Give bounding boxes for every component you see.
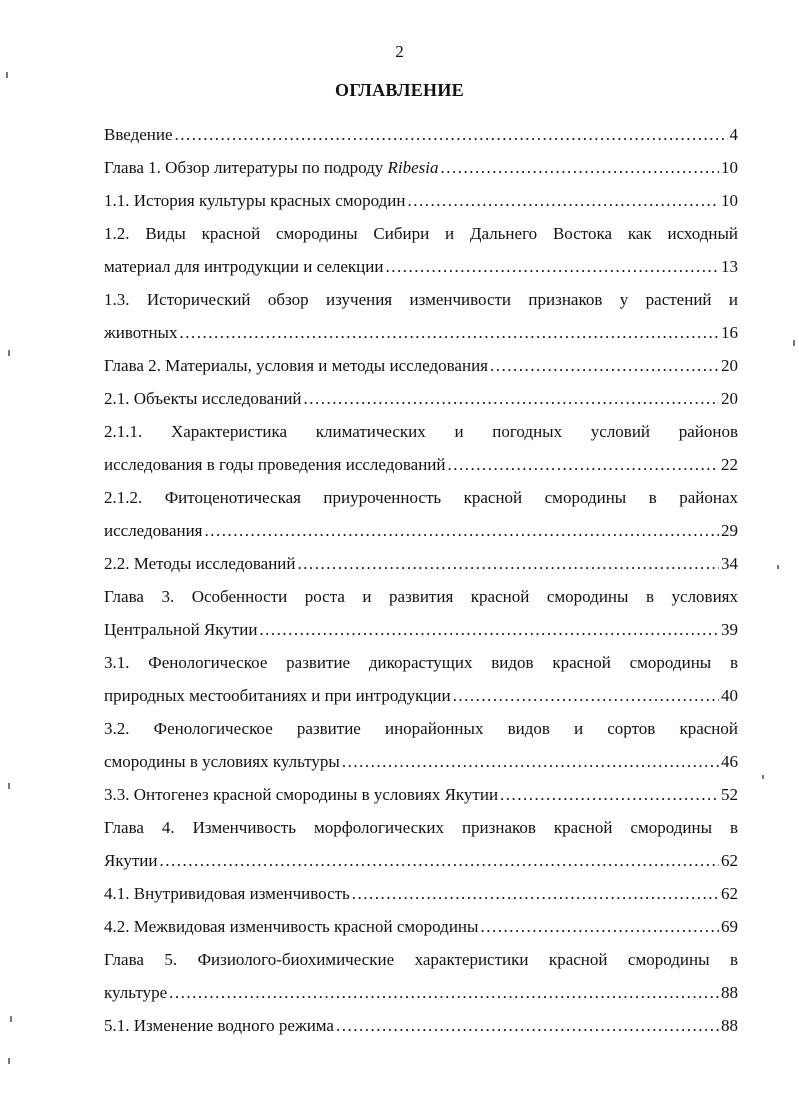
toc-page-number: 20	[721, 356, 738, 375]
dot-leader	[205, 514, 719, 547]
toc-entry-text: Глава 2. Материалы, условия и методы исследования	[104, 356, 488, 375]
toc-entry-text: 2.2. Методы исследований	[104, 554, 296, 573]
toc-page-number: 13	[721, 257, 738, 276]
dot-leader	[407, 184, 719, 217]
toc-entry-text-line1: Глава 5. Физиолого-биохимические характеристики красной смородины в	[104, 950, 738, 969]
toc-entry-text-line1: Глава 4. Изменчивость морфологических признаков красной смородины в	[104, 818, 738, 837]
dot-leader	[259, 613, 719, 646]
toc-entry-3-3[interactable]	[104, 778, 738, 811]
table-of-contents	[104, 118, 738, 1042]
toc-entry-2-1-2[interactable]	[104, 481, 738, 547]
scan-speck	[762, 775, 764, 779]
dot-leader	[352, 877, 719, 910]
toc-page-number: 62	[721, 884, 738, 903]
toc-page-number: 69	[721, 917, 738, 936]
toc-page-number: 52	[721, 785, 738, 804]
genus-name: Ribesia	[387, 158, 439, 177]
dot-leader	[175, 118, 728, 151]
dot-leader	[169, 976, 719, 1009]
toc-entry-chapter-4[interactable]	[104, 811, 738, 877]
dot-leader	[480, 910, 719, 943]
toc-entry-text-line1: 2.1.2. Фитоценотическая приуроченность красной смородины в районах	[104, 488, 738, 507]
dot-leader	[448, 448, 719, 481]
toc-page-number: 4	[729, 125, 738, 144]
toc-entry-4-1[interactable]	[104, 877, 738, 910]
toc-page-number: 10	[721, 191, 738, 210]
dot-leader	[342, 745, 719, 778]
scan-speck	[777, 565, 779, 569]
toc-entry-text: материал для интродукции и селекции	[104, 257, 384, 276]
toc-entry-2-1-1[interactable]	[104, 415, 738, 481]
toc-page-number: 22	[721, 455, 738, 474]
dot-leader	[159, 844, 719, 877]
toc-entry-text-line1: 3.2. Фенологическое развитие инорайонных видов и сортов красной	[104, 719, 738, 738]
dot-leader	[441, 151, 719, 184]
toc-entry-text: 4.2. Межвидовая изменчивость красной смородины	[104, 917, 479, 936]
toc-page-number: 16	[721, 323, 738, 342]
toc-entry-5-1[interactable]	[104, 1009, 738, 1042]
dot-leader	[453, 679, 719, 712]
toc-entry-text: 1.1. История культуры красных смородин	[104, 191, 406, 210]
toc-page-number: 34	[721, 554, 738, 573]
toc-entry-1-2[interactable]	[104, 217, 738, 283]
dot-leader	[179, 316, 719, 349]
scan-speck	[6, 72, 8, 78]
toc-entry-text: смородины в условиях культуры	[104, 752, 340, 771]
toc-entry-text: культуре	[104, 983, 168, 1002]
scan-speck	[8, 783, 10, 789]
page-number: 2	[395, 42, 404, 61]
toc-entry-text: 4.1. Внутривидовая изменчивость	[104, 884, 350, 903]
toc-entry-text-line1: Глава 3. Особенности роста и развития красной смородины в условиях	[104, 587, 738, 606]
toc-page-number: 40	[721, 686, 738, 705]
toc-entry-text: 3.3. Онтогенез красной смородины в условиях Якутии	[104, 785, 499, 804]
toc-entry-text: животных	[104, 323, 178, 342]
scan-speck	[793, 340, 795, 346]
toc-entry-text: Якутии	[104, 851, 158, 870]
toc-entry-chapter-1[interactable]	[104, 151, 738, 184]
toc-entry-chapter-5[interactable]	[104, 943, 738, 1009]
toc-page-number: 39	[721, 620, 738, 639]
dot-leader	[490, 349, 719, 382]
toc-entry-text: 5.1. Изменение водного режима	[104, 1016, 334, 1035]
toc-page-number: 62	[721, 851, 738, 870]
toc-page-number: 10	[721, 158, 738, 177]
toc-entry-text: исследования в годы проведения исследований	[104, 455, 446, 474]
dot-leader	[298, 547, 719, 580]
toc-entry-text-line1: 1.3. Исторический обзор изучения изменчивости признаков у растений и	[104, 290, 738, 309]
toc-entry-introduction[interactable]	[104, 118, 738, 151]
toc-entry-text-line1: 2.1.1. Характеристика климатических и погодных условий районов	[104, 422, 738, 441]
toc-entry-1-3[interactable]	[104, 283, 738, 349]
toc-page-number: 88	[721, 983, 738, 1002]
dot-leader	[336, 1009, 719, 1042]
scan-speck	[8, 1058, 10, 1064]
dot-leader	[304, 382, 719, 415]
toc-entry-chapter-3[interactable]	[104, 580, 738, 646]
toc-entry-text-line1: 3.1. Фенологическое развитие дикорастущих видов красной смородины в	[104, 653, 738, 672]
toc-entry-2-1[interactable]	[104, 382, 738, 415]
page-title: ОГЛАВЛЕНИЕ	[335, 80, 464, 100]
dot-leader	[385, 250, 719, 283]
toc-page-number: 20	[721, 389, 738, 408]
toc-entry-1-1[interactable]	[104, 184, 738, 217]
toc-entry-text: исследования	[104, 521, 203, 540]
toc-entry-text: Введение	[104, 125, 173, 144]
toc-entry-text-line1: 1.2. Виды красной смородины Сибири и Дальнего Востока как исходный	[104, 224, 738, 243]
toc-page-number: 29	[721, 521, 738, 540]
toc-entry-3-1[interactable]	[104, 646, 738, 712]
toc-entry-text: 2.1. Объекты исследований	[104, 389, 302, 408]
toc-entry-4-2[interactable]	[104, 910, 738, 943]
scan-speck	[10, 1016, 12, 1022]
toc-entry-text: Центральной Якутии	[104, 620, 258, 639]
toc-page-number: 88	[721, 1016, 738, 1035]
toc-entry-text: природных местообитаниях и при интродукции	[104, 686, 451, 705]
dot-leader	[500, 778, 719, 811]
toc-entry-2-2[interactable]	[104, 547, 738, 580]
toc-page-number: 46	[721, 752, 738, 771]
toc-entry-3-2[interactable]	[104, 712, 738, 778]
toc-entry-text: Глава 1. Обзор литературы по подроду Ribesia	[104, 158, 439, 177]
toc-entry-chapter-2[interactable]	[104, 349, 738, 382]
scan-speck	[8, 350, 10, 356]
